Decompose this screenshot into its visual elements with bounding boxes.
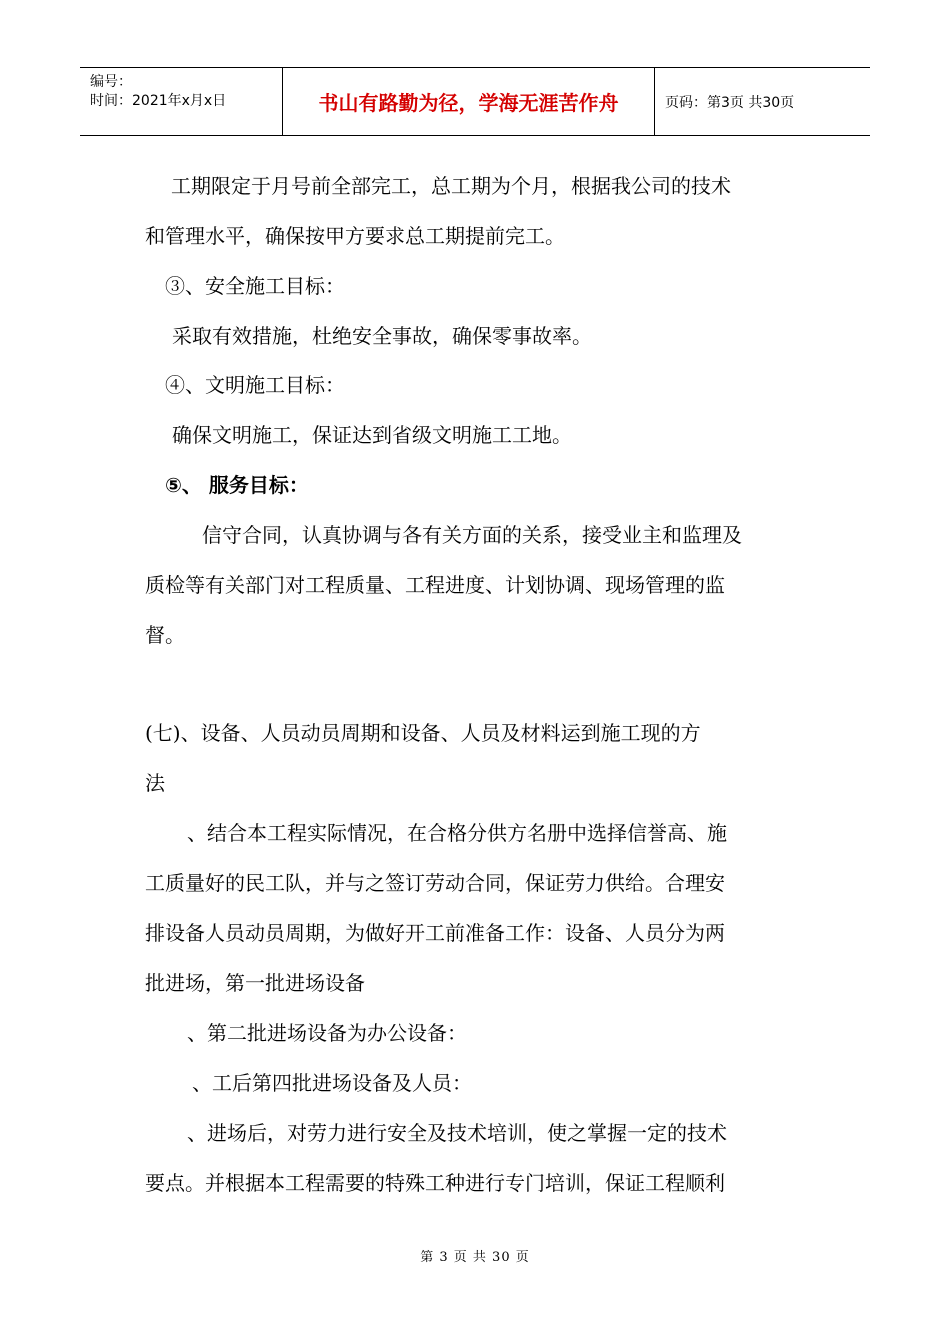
section-heading: ③、安全施工目标： bbox=[165, 274, 345, 298]
paragraph-line: 采取有效措施，杜绝安全事故，确保零事故率。 bbox=[172, 324, 592, 348]
paragraph-line: 确保文明施工，保证达到省级文明施工工地。 bbox=[172, 423, 572, 447]
paragraph-line: 要点。并根据本工程需要的特殊工种进行专门培训，保证工程顺利 bbox=[145, 1171, 725, 1195]
date-label: 时间：2021年x月x日 bbox=[90, 93, 227, 109]
page-footer: 第 3 页 共 30 页 bbox=[420, 1250, 530, 1265]
header-motto-cell bbox=[283, 68, 655, 135]
header-meta-cell bbox=[80, 68, 283, 135]
document-header bbox=[80, 67, 870, 136]
paragraph-line: 排设备人员动员周期，为做好开工前准备工作：设备、人员分为两 bbox=[145, 921, 725, 945]
paragraph-line: 、工后第四批进场设备及人员： bbox=[192, 1071, 472, 1095]
paragraph-line: 信守合同，认真协调与各有关方面的关系，接受业主和监理及 bbox=[202, 523, 742, 547]
paragraph-line: 、进场后，对劳力进行安全及技术培训，使之掌握一定的技术 bbox=[187, 1121, 727, 1145]
paragraph-line: 、第二批进场设备为办公设备： bbox=[187, 1021, 467, 1045]
paragraph-line: 批进场，第一批进场设备 bbox=[145, 971, 365, 995]
paragraph-line: 、结合本工程实际情况，在合格分供方名册中选择信誉高、施 bbox=[187, 821, 727, 845]
section-heading: ⑤、 服务目标： bbox=[165, 473, 309, 497]
paragraph-line: 督。 bbox=[145, 623, 185, 647]
page-info: 页码：第3页 共30页 bbox=[665, 94, 795, 111]
code-label: 编号： bbox=[90, 74, 132, 90]
header-page-cell bbox=[655, 68, 870, 135]
paragraph-line: 工质量好的民工队，并与之签订劳动合同，保证劳力供给。合理安 bbox=[145, 871, 725, 895]
paragraph-line: 工期限定于月号前全部完工，总工期为个月，根据我公司的技术 bbox=[171, 174, 731, 198]
paragraph-line: 质检等有关部门对工程质量、工程进度、计划协调、现场管理的监 bbox=[145, 573, 725, 597]
section-heading: ④、文明施工目标： bbox=[165, 373, 345, 397]
chapter-heading: (七)、设备、人员动员周期和设备、人员及材料运到施工现的方 bbox=[145, 721, 701, 745]
chapter-heading: 法 bbox=[145, 771, 165, 795]
motto-text: 书山有路勤为径，学海无涯苦作舟 bbox=[318, 91, 619, 115]
paragraph-line: 和管理水平，确保按甲方要求总工期提前完工。 bbox=[145, 224, 565, 248]
